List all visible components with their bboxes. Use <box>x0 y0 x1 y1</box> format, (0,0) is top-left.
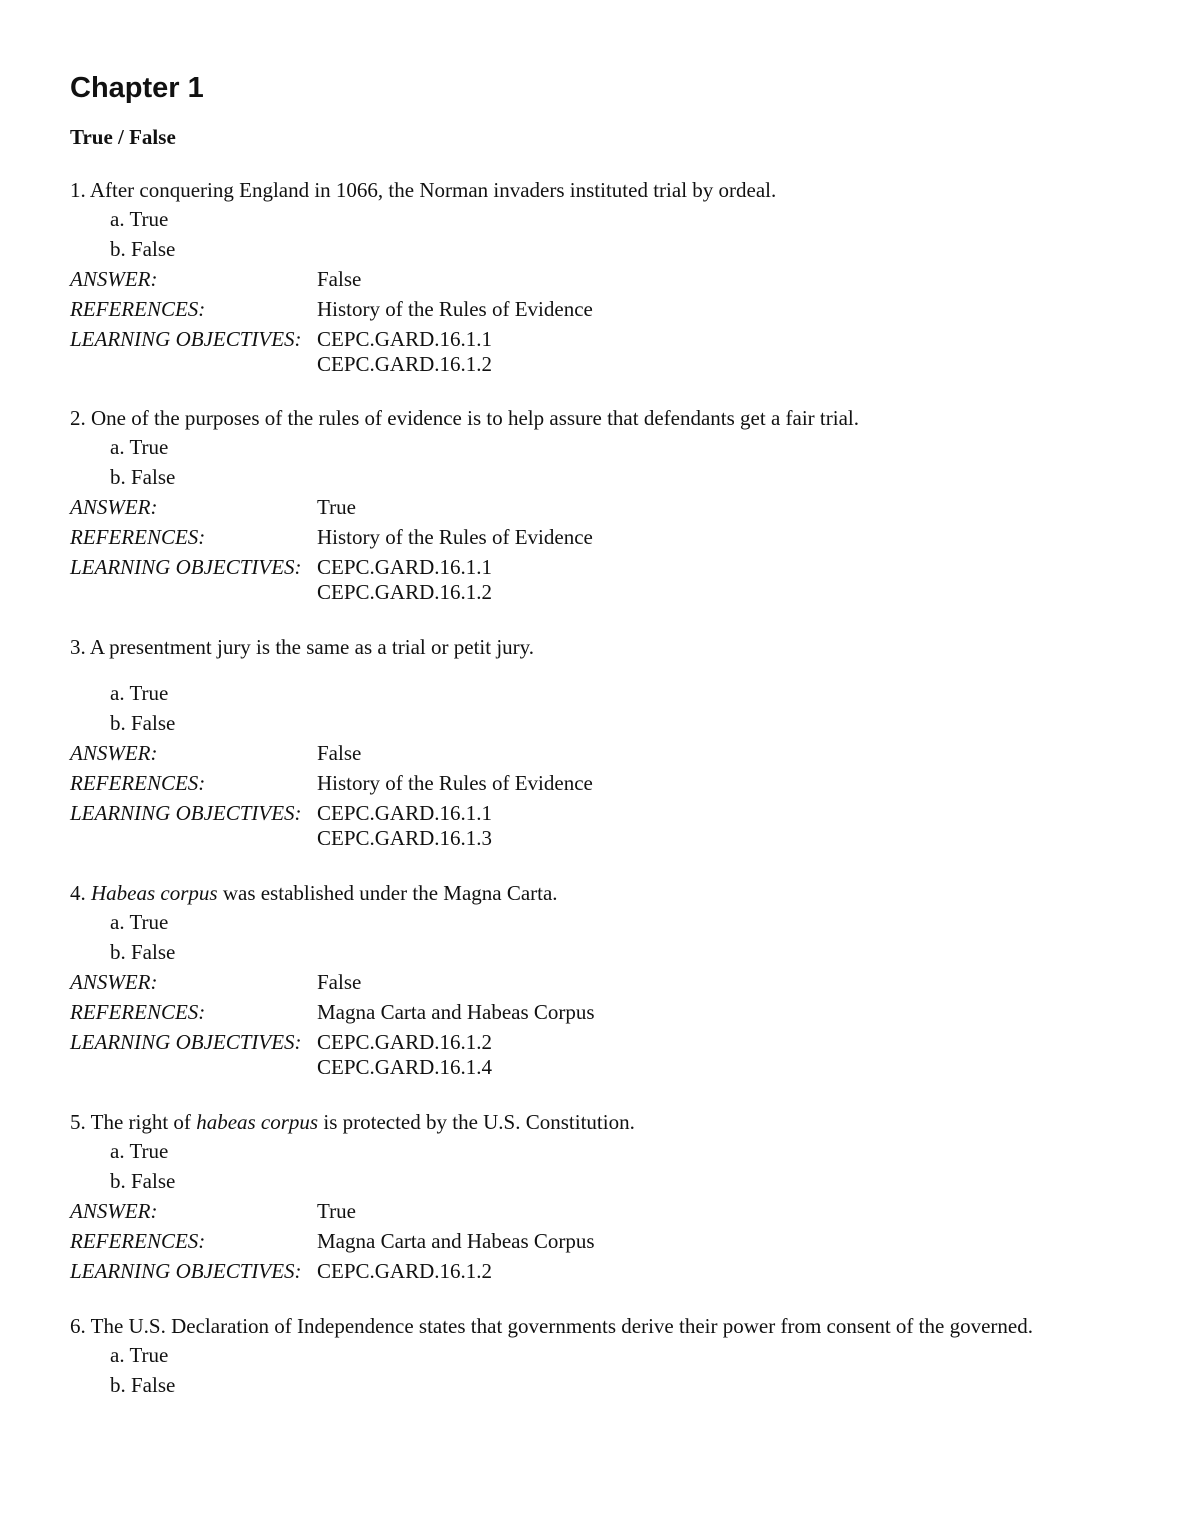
references-label: REFERENCES: <box>70 297 206 321</box>
question-meta <box>70 264 1130 377</box>
answer-options <box>70 678 1130 738</box>
objective-code: CEPC.GARD.16.1.1 <box>317 327 493 351</box>
answer-options <box>70 204 1130 264</box>
answer-options <box>70 907 1130 967</box>
answer-options <box>70 432 1130 492</box>
references-value: Magna Carta and Habeas Corpus <box>317 1229 595 1253</box>
references-value: Magna Carta and Habeas Corpus <box>317 1000 595 1024</box>
references-row <box>70 768 1130 798</box>
objectives-row <box>70 552 1130 605</box>
option-false[interactable]: b. False <box>110 1373 176 1397</box>
option-false[interactable]: b. False <box>110 465 176 489</box>
option-true[interactable]: a. True <box>110 1343 169 1367</box>
references-label: REFERENCES: <box>70 1000 206 1024</box>
option-true[interactable]: a. True <box>110 910 169 934</box>
references-row <box>70 997 1130 1027</box>
references-value: History of the Rules of Evidence <box>317 771 593 795</box>
question-5 <box>70 1108 1130 1286</box>
answer-row <box>70 1196 1130 1226</box>
stem-prefix: 4. <box>70 881 91 905</box>
objectives-values <box>317 555 1130 605</box>
references-label: REFERENCES: <box>70 771 206 795</box>
references-label: REFERENCES: <box>70 525 206 549</box>
answer-label: ANSWER: <box>70 1199 158 1223</box>
objectives-values <box>317 801 1130 851</box>
option-true[interactable]: a. True <box>110 681 169 705</box>
objectives-label: LEARNING OBJECTIVES: <box>70 801 302 825</box>
objective-code: CEPC.GARD.16.1.4 <box>317 1055 493 1079</box>
question-4 <box>70 879 1130 1080</box>
references-row <box>70 522 1130 552</box>
option-false[interactable]: b. False <box>110 237 176 261</box>
references-value: History of the Rules of Evidence <box>317 297 593 321</box>
answer-row <box>70 738 1130 768</box>
objective-code: CEPC.GARD.16.1.2 <box>317 1259 493 1283</box>
objectives-values <box>317 327 1130 377</box>
objectives-label: LEARNING OBJECTIVES: <box>70 555 302 579</box>
objective-code: CEPC.GARD.16.1.2 <box>317 352 493 376</box>
answer-value: True <box>317 495 356 519</box>
objectives-row <box>70 798 1130 851</box>
answer-options <box>70 1136 1130 1196</box>
objectives-values <box>317 1256 1130 1286</box>
objectives-row <box>70 324 1130 377</box>
question-stem: 1. After conquering England in 1066, the Norman invaders instituted trial by ordeal. <box>70 178 777 202</box>
answer-options <box>70 1340 1130 1400</box>
stem-prefix: 5. The right of <box>70 1110 197 1134</box>
option-true[interactable]: a. True <box>110 1139 169 1163</box>
question-stem: 2. One of the purposes of the rules of evidence is to help assure that defendants get a fair trial. <box>70 406 859 430</box>
question-6 <box>70 1312 1130 1400</box>
option-true[interactable]: a. True <box>110 435 169 459</box>
objective-code: CEPC.GARD.16.1.3 <box>317 826 493 850</box>
answer-row <box>70 492 1130 522</box>
objective-code: CEPC.GARD.16.1.2 <box>317 1030 493 1054</box>
objective-code: CEPC.GARD.16.1.1 <box>317 801 493 825</box>
question-stem: 3. A presentment jury is the same as a trial or petit jury. <box>70 635 535 659</box>
objectives-label: LEARNING OBJECTIVES: <box>70 1030 302 1054</box>
section-title: True / False <box>70 125 176 149</box>
question-stem <box>70 879 1130 907</box>
references-row <box>70 1226 1130 1256</box>
answer-value: False <box>317 267 362 291</box>
question-1 <box>70 176 1130 377</box>
answer-value: False <box>317 741 362 765</box>
answer-label: ANSWER: <box>70 970 158 994</box>
question-3 <box>70 633 1130 851</box>
references-label: REFERENCES: <box>70 1229 206 1253</box>
references-value: History of the Rules of Evidence <box>317 525 593 549</box>
objective-code: CEPC.GARD.16.1.2 <box>317 580 493 604</box>
option-false[interactable]: b. False <box>110 940 176 964</box>
chapter-title: Chapter 1 <box>70 72 204 104</box>
answer-value: False <box>317 970 362 994</box>
question-meta <box>70 738 1130 851</box>
objectives-values <box>317 1030 1130 1080</box>
answer-row <box>70 967 1130 997</box>
answer-label: ANSWER: <box>70 741 158 765</box>
references-row <box>70 294 1130 324</box>
question-meta <box>70 1196 1130 1286</box>
question-stem <box>70 1108 1130 1136</box>
stem-suffix: is protected by the U.S. Constitution. <box>318 1110 635 1134</box>
question-meta <box>70 967 1130 1080</box>
stem-emphasis: habeas corpus <box>196 1110 319 1134</box>
option-false[interactable]: b. False <box>110 711 176 735</box>
option-false[interactable]: b. False <box>110 1169 176 1193</box>
question-meta <box>70 492 1130 605</box>
question-2 <box>70 404 1130 605</box>
objectives-row <box>70 1027 1130 1080</box>
question-stem: 6. The U.S. Declaration of Independence states that governments derive their power from consent of the governed. <box>70 1314 1033 1338</box>
answer-row <box>70 264 1130 294</box>
option-true[interactable]: a. True <box>110 207 169 231</box>
stem-emphasis: Habeas corpus <box>91 881 218 905</box>
objective-code: CEPC.GARD.16.1.1 <box>317 555 493 579</box>
objectives-row <box>70 1256 1130 1286</box>
answer-value: True <box>317 1199 356 1223</box>
objectives-label: LEARNING OBJECTIVES: <box>70 327 302 351</box>
answer-label: ANSWER: <box>70 495 158 519</box>
stem-suffix: was established under the Magna Carta. <box>217 881 558 905</box>
objectives-label: LEARNING OBJECTIVES: <box>70 1259 302 1283</box>
answer-label: ANSWER: <box>70 267 158 291</box>
